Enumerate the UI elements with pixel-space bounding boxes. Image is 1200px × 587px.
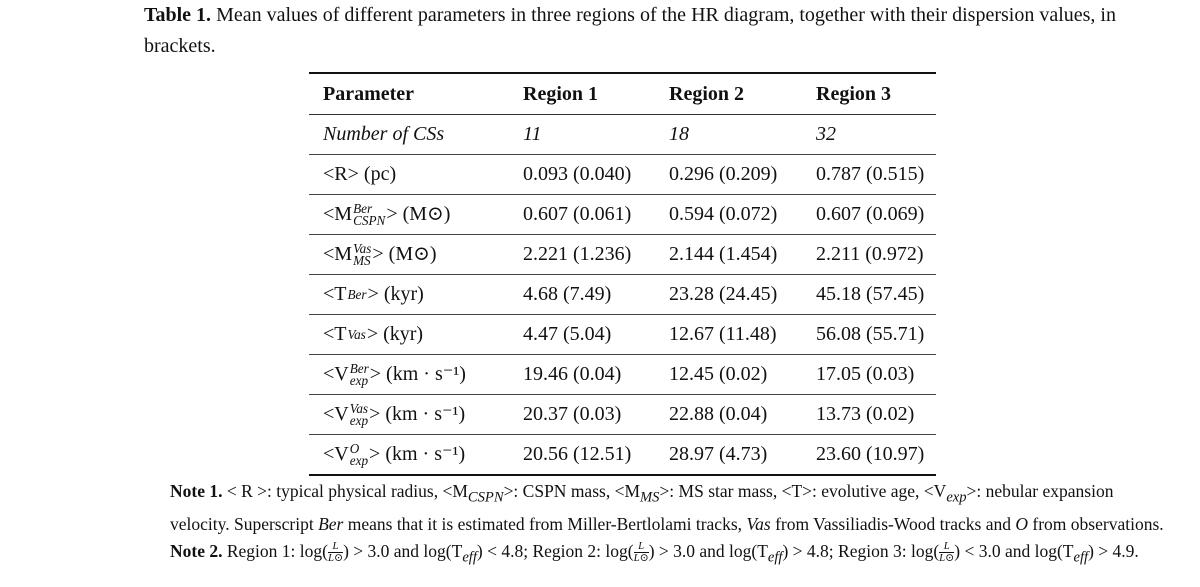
fraction: $\frac{L}{L⊙}$ [633, 540, 649, 564]
note-text: Region 1: log( [222, 540, 328, 561]
note-subscript: CSPN [467, 489, 504, 506]
param-scripts [349, 400, 369, 429]
region-3-value: 32 [802, 115, 936, 155]
param-unit: > (kyr) [366, 323, 424, 345]
note-text: ) < 4.8; Region 2: log( [476, 540, 634, 561]
region-3-value: 0.607 (0.069) [802, 195, 936, 235]
note-text: ) < 3.0 and log(T [954, 540, 1074, 561]
table-row [309, 195, 936, 235]
note-italic: O [1015, 514, 1029, 534]
param-subscript: exp [349, 453, 369, 469]
param-unit: > (km · s⁻¹) [369, 403, 466, 426]
note-text: from Vassiliadis-Wood tracks and [770, 514, 1016, 534]
region-2-value: 18 [655, 115, 802, 155]
param-superscript: Ber [353, 200, 373, 216]
note-subscript: eff [767, 549, 783, 565]
region-1-value: 4.47 (5.04) [509, 315, 655, 355]
param-subscript: CSPN [353, 213, 386, 229]
header-region-3: Region 3 [802, 73, 936, 115]
param-subscript: exp [349, 373, 369, 389]
table-caption [144, 0, 1144, 62]
param-scripts [353, 240, 372, 269]
param-unit: > (km · s⁻¹) [369, 443, 466, 466]
parameter-cell [309, 435, 509, 476]
region-3-value: 56.08 (55.71) [802, 315, 936, 355]
region-3-value: 0.787 (0.515) [802, 155, 936, 195]
region-1-value: 19.46 (0.04) [509, 355, 655, 395]
header-region-1: Region 1 [509, 73, 655, 115]
param-base: <T [323, 323, 347, 345]
note-text: ) > 3.0 and log(T [343, 540, 463, 561]
param-base: <R> [323, 163, 359, 185]
parameter-cell [309, 235, 509, 275]
region-2-value: 12.67 (11.48) [655, 315, 802, 355]
table-row [309, 355, 936, 395]
param-superscript: Vas [349, 400, 369, 416]
region-2-value: 2.144 (1.454) [655, 235, 802, 275]
region-2-value: 0.594 (0.072) [655, 195, 802, 235]
table-row [309, 395, 936, 435]
param-base: <V [323, 363, 349, 386]
region-1-value: 0.093 (0.040) [509, 155, 655, 195]
note-1-label: Note 1. [170, 481, 223, 501]
note-text: >: CSPN mass, <M [503, 481, 640, 501]
note-text: ) > 3.0 and log(T [648, 540, 768, 561]
header-parameter: Parameter [309, 73, 509, 115]
param-unit: > (M⊙) [386, 203, 451, 226]
table-row [309, 115, 936, 155]
param-superscript: Ber [349, 360, 369, 376]
parameter-cell [309, 155, 509, 195]
note-subscript: exp [946, 489, 967, 506]
region-2-value: 23.28 (24.45) [655, 275, 802, 315]
param-base: <T [323, 283, 347, 305]
param-base: <M [323, 203, 353, 226]
parameter-cell [309, 115, 509, 155]
fraction: $\frac{L}{L⊙}$ [327, 540, 344, 564]
region-2-value: 12.45 (0.02) [655, 355, 802, 395]
param-subscript: MS [353, 253, 371, 269]
note-2-label: Note 2. [170, 540, 223, 561]
region-3-value: 45.18 (57.45) [802, 275, 936, 315]
region-1-value: 20.56 (12.51) [509, 435, 655, 476]
region-1-value: 0.607 (0.061) [509, 195, 655, 235]
parameter-cell [309, 275, 509, 315]
note-text: means that it is estimated from Miller-Bertlolami tracks, [343, 514, 747, 534]
caption-text: Mean values of different parameters in three regions of the HR diagram, together with their dispersion values, in brackets. [144, 4, 1116, 57]
note-text: < R >: typical physical radius, <M [222, 481, 468, 501]
region-3-value: 13.73 (0.02) [802, 395, 936, 435]
table-row [309, 315, 936, 355]
region-2-value: 28.97 (4.73) [655, 435, 802, 476]
param-base: <V [323, 403, 349, 426]
parameter-cell [309, 355, 509, 395]
table-row [309, 155, 936, 195]
note-subscript: eff [462, 549, 477, 565]
note-text: ) > 4.9. [1088, 540, 1139, 561]
fraction: $\frac{L}{L⊙}$ [939, 540, 955, 564]
param-scripts [348, 329, 366, 342]
param-scripts [349, 360, 369, 389]
param-scripts [353, 200, 386, 229]
param-unit: > (km · s⁻¹) [369, 363, 466, 386]
note-text: from observations. [1028, 514, 1164, 534]
table-row [309, 275, 936, 315]
region-1-value: 4.68 (7.49) [509, 275, 655, 315]
note-subscript: MS [640, 489, 660, 506]
region-1-value: 11 [509, 115, 655, 155]
param-unit: > (kyr) [367, 283, 424, 305]
table-notes [170, 478, 1170, 571]
caption-label: Table 1. [144, 4, 212, 26]
note-text: ) > 4.8; Region 3: log( [782, 540, 940, 561]
note-italic: Vas [746, 514, 771, 534]
note-italic: Ber [318, 514, 344, 534]
table-row [309, 235, 936, 275]
param-base: <M [323, 243, 353, 266]
param-scripts [348, 289, 367, 302]
note-text: >: nebular expansion velocity. Superscript [170, 481, 1114, 534]
param-subscript: exp [349, 413, 369, 429]
results-table [309, 72, 936, 476]
table-row [309, 435, 936, 476]
region-2-value: 22.88 (0.04) [655, 395, 802, 435]
parameter-cell [309, 195, 509, 235]
param-base: Number of CSs [323, 123, 445, 145]
table-header-row [309, 73, 936, 115]
param-base: <V [323, 443, 349, 466]
region-1-value: 20.37 (0.03) [509, 395, 655, 435]
param-scripts [349, 440, 369, 469]
note-text: >: MS star mass, <T>: evolutive age, <V [659, 481, 947, 501]
region-1-value: 2.221 (1.236) [509, 235, 655, 275]
parameter-cell [309, 315, 509, 355]
param-superscript: Vas [347, 327, 366, 343]
param-superscript: Vas [353, 240, 372, 256]
param-superscript: O [349, 440, 360, 456]
param-unit: (pc) [358, 163, 397, 185]
region-2-value: 0.296 (0.209) [655, 155, 802, 195]
region-3-value: 23.60 (10.97) [802, 435, 936, 476]
param-unit: > (M⊙) [372, 243, 437, 266]
region-3-value: 2.211 (0.972) [802, 235, 936, 275]
header-region-2: Region 2 [655, 73, 802, 115]
parameter-cell [309, 395, 509, 435]
param-superscript: Ber [347, 287, 367, 303]
note-subscript: eff [1073, 549, 1089, 565]
region-3-value: 17.05 (0.03) [802, 355, 936, 395]
